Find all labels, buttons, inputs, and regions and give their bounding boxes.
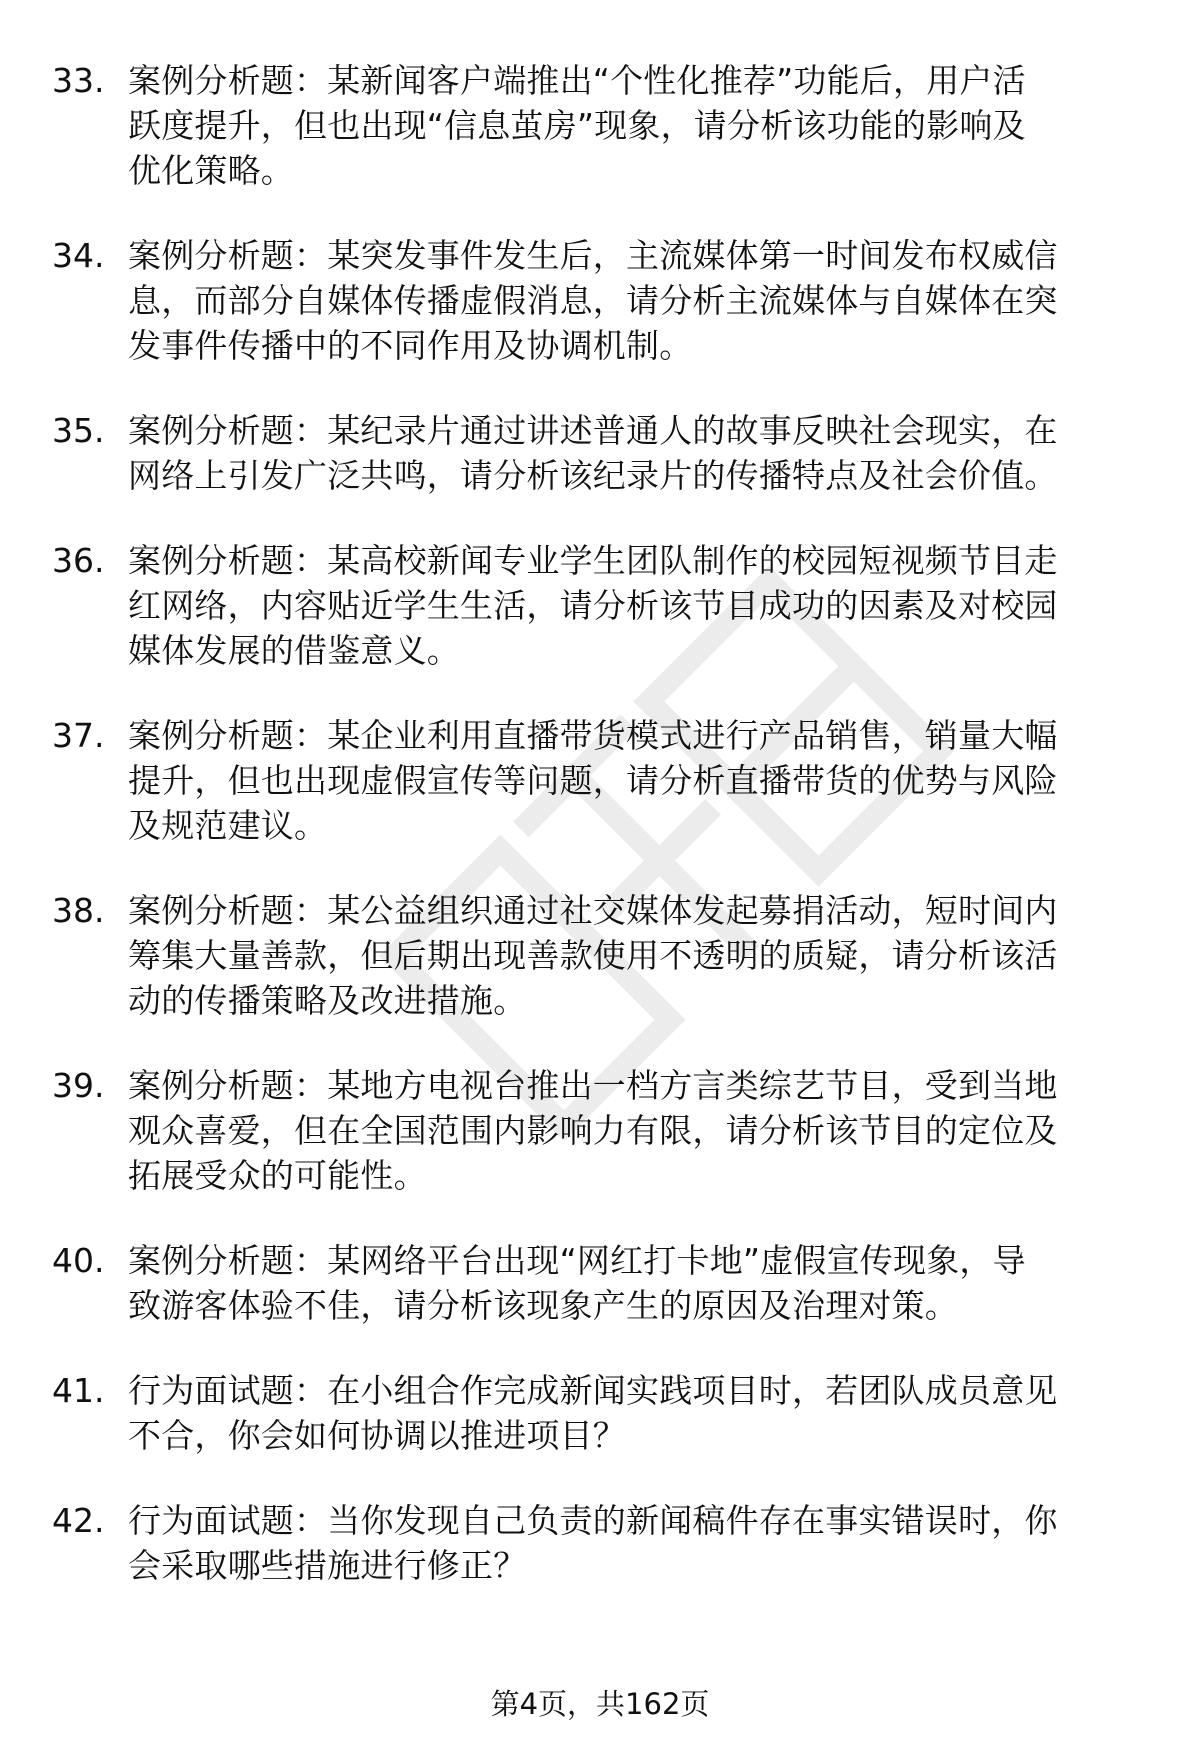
question-text-line: 案例分析题：某纪录片通过讲述普通人的故事反映社会现实，在 xyxy=(128,411,1058,450)
question-number: 35. xyxy=(52,411,105,450)
question-text-line: 观众喜爱，但在全国范围内影响力有限，请分析该节目的定位及 xyxy=(128,1111,1058,1150)
question-item xyxy=(0,233,1200,368)
question-text-line: 案例分析题：某网络平台出现“网红打卡地”虚假宣传现象，导 xyxy=(128,1241,1026,1280)
question-number: 34. xyxy=(52,236,105,275)
question-text-line: 筹集大量善款，但后期出现善款使用不透明的质疑，请分析该活 xyxy=(128,936,1058,975)
question-text-line: 跃度提升，但也出现“信息茧房”现象，请分析该功能的影响及 xyxy=(128,106,1026,145)
question-item xyxy=(0,1368,1200,1458)
question-text-line: 红网络，内容贴近学生生活，请分析该节目成功的因素及对校园 xyxy=(128,586,1058,625)
question-text xyxy=(128,1238,1138,1328)
question-text-line: 行为面试题：在小组合作完成新闻实践项目时，若团队成员意见 xyxy=(128,1371,1058,1410)
question-text-line: 媒体发展的借鉴意义。 xyxy=(128,631,460,670)
page-footer: 第4页，共162页 xyxy=(490,1687,710,1721)
question-text-line: 拓展受众的可能性。 xyxy=(128,1156,427,1195)
question-text xyxy=(128,233,1138,368)
question-item xyxy=(0,713,1200,848)
question-text-line: 行为面试题：当你发现自己负责的新闻稿件存在事实错误时，你 xyxy=(128,1501,1058,1540)
question-text xyxy=(128,713,1138,848)
question-number: 40. xyxy=(52,1241,105,1280)
question-text-line: 案例分析题：某突发事件发生后，主流媒体第一时间发布权威信 xyxy=(128,236,1058,275)
question-text xyxy=(128,1063,1138,1198)
question-item xyxy=(0,538,1200,673)
question-item xyxy=(0,408,1200,498)
question-number: 36. xyxy=(52,541,105,580)
question-number: 37. xyxy=(52,716,105,755)
question-text-line: 案例分析题：某地方电视台推出一档方言类综艺节目，受到当地 xyxy=(128,1066,1058,1105)
question-text-line: 案例分析题：某企业利用直播带货模式进行产品销售，销量大幅 xyxy=(128,716,1058,755)
question-text-line: 案例分析题：某新闻客户端推出“个性化推荐”功能后，用户活 xyxy=(128,61,1026,100)
question-text-line: 网络上引发广泛共鸣，请分析该纪录片的传播特点及社会价值。 xyxy=(128,456,1058,495)
question-item xyxy=(0,1063,1200,1198)
question-item xyxy=(0,58,1200,193)
question-text-line: 动的传播策略及改进措施。 xyxy=(128,981,527,1020)
question-number: 41. xyxy=(52,1371,105,1410)
question-text xyxy=(128,1368,1138,1458)
question-text-line: 案例分析题：某公益组织通过社交媒体发起募捐活动，短时间内 xyxy=(128,891,1058,930)
question-text-line: 案例分析题：某高校新闻专业学生团队制作的校园短视频节目走 xyxy=(128,541,1058,580)
question-list xyxy=(0,58,1200,1628)
question-text xyxy=(128,58,1138,193)
question-item xyxy=(0,1238,1200,1328)
question-text-line: 发事件传播中的不同作用及协调机制。 xyxy=(128,326,693,365)
question-number: 42. xyxy=(52,1501,105,1540)
question-text-line: 及规范建议。 xyxy=(128,806,328,845)
question-number: 38. xyxy=(52,891,105,930)
question-text-line: 致游客体验不佳，请分析该现象产生的原因及治理对策。 xyxy=(128,1286,958,1325)
question-item xyxy=(0,888,1200,1023)
question-number: 33. xyxy=(52,61,105,100)
question-text xyxy=(128,1498,1138,1588)
question-item xyxy=(0,1498,1200,1588)
question-text xyxy=(128,408,1138,498)
question-text-line: 会采取哪些措施进行修正？ xyxy=(128,1546,527,1585)
question-text-line: 不合，你会如何协调以推进项目？ xyxy=(128,1416,626,1455)
question-text-line: 提升，但也出现虚假宣传等问题，请分析直播带货的优势与风险 xyxy=(128,761,1058,800)
question-text-line: 息，而部分自媒体传播虚假消息，请分析主流媒体与自媒体在突 xyxy=(128,281,1058,320)
question-number: 39. xyxy=(52,1066,105,1105)
question-text xyxy=(128,888,1138,1023)
question-text-line: 优化策略。 xyxy=(128,151,294,190)
question-text xyxy=(128,538,1138,673)
